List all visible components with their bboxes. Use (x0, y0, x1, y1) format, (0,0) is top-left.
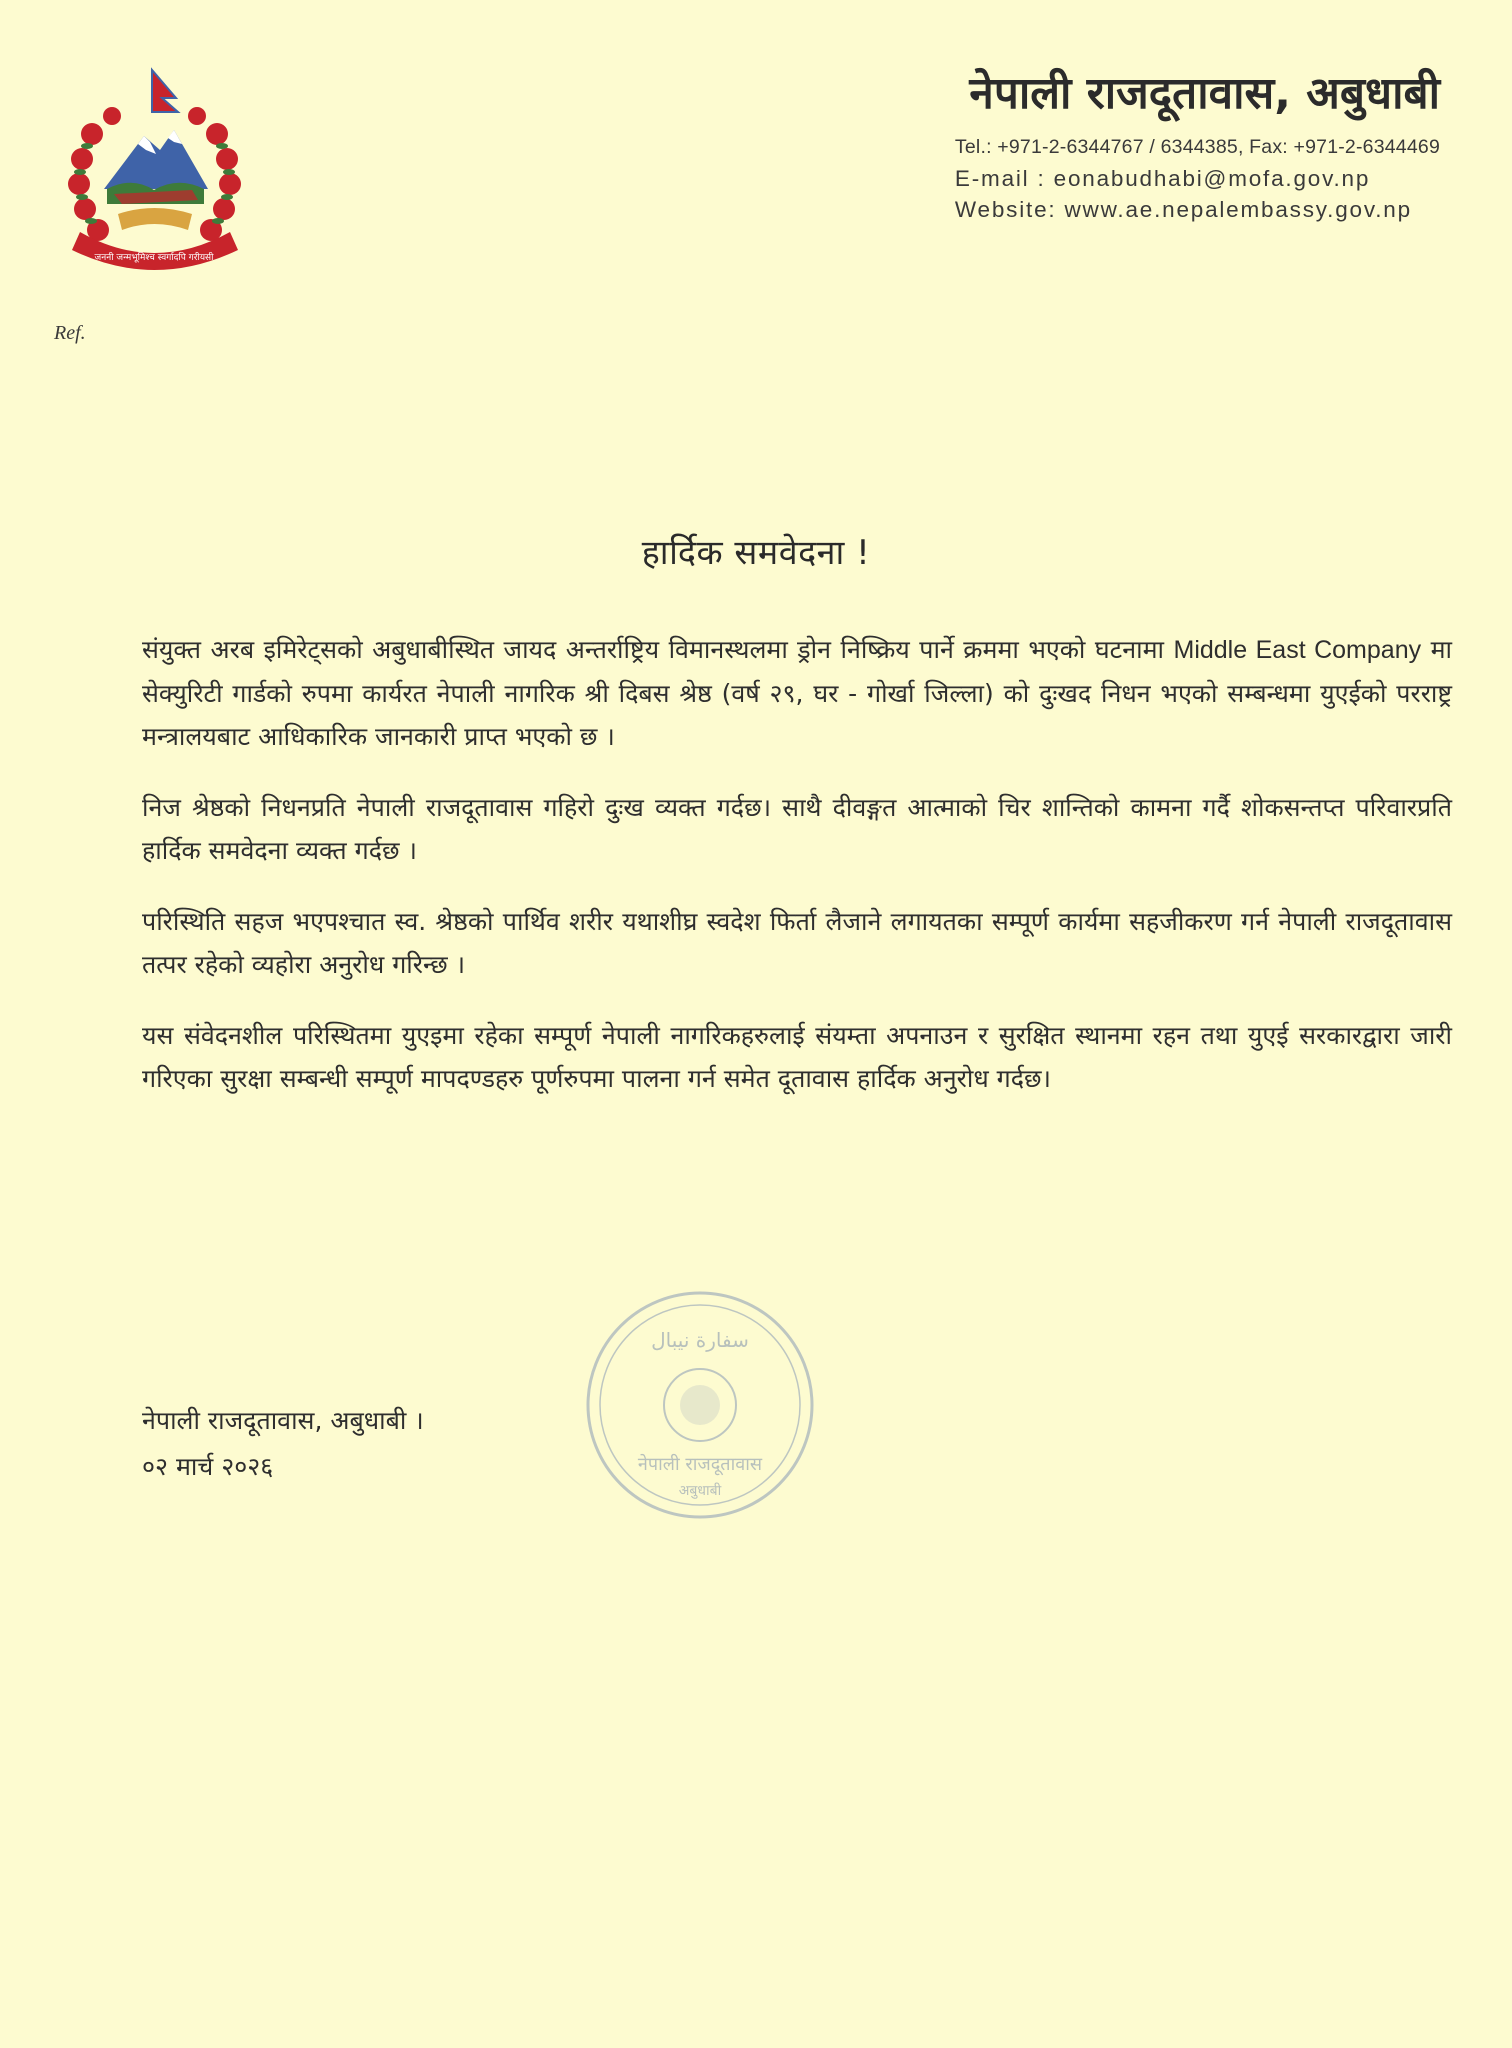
signoff-block (142, 1398, 424, 1490)
stamp-arabic-text: سفارة نيبال (651, 1328, 749, 1352)
letter-title: हार्दिक समवेदना ! (641, 533, 871, 573)
contact-block (955, 132, 1440, 225)
paragraph-1-part-a: संयुक्त अरब इमिरेट्सको अबुधाबीस्थित जायद अन्तर्राष्ट्रिय विमानस्थलमा ड्रोन निष्क्रिय पार्ने क्रममा भएको घटनामा (142, 635, 1174, 664)
company-name: Middle East Company (1173, 636, 1422, 664)
nepal-emblem-icon (52, 64, 257, 286)
stamp-city-text: अबुधाबी (678, 1483, 722, 1499)
paragraph-2: निज श्रेष्ठको निधनप्रति नेपाली राजदूतावास गहिरो दुःख व्यक्त गर्दछ। साथै दीवङ्गत आत्माको चिर शान्तिको कामना गर्दै शोकसन्तप्त परिवारप्रति हार्दिक समवेदना व्यक्त गर्दछ । (142, 793, 1452, 865)
embassy-name: नेपाली राजदूतावास, अबुधाबी (969, 68, 1440, 119)
tel-fax: Tel.: +971-2-6344767 / 6344385, Fax: +971-2-6344469 (954, 136, 1440, 159)
official-stamp-icon (580, 1285, 820, 1525)
ref-label: Ref. (54, 322, 86, 344)
letter-body (142, 628, 1452, 1128)
letterhead (955, 70, 1440, 225)
website-address: Website: www.ae.nepalembassy.gov.np (954, 197, 1412, 223)
paragraph-3: परिस्थिति सहज भएपश्चात स्व. श्रेष्ठको पार्थिव शरीर यथाशीघ्र स्वदेश फिर्ता लैजाने लगायतका सम्पूर्ण कार्यमा सहजीकरण गर्न नेपाली राजदूतावास तत्पर रहेको व्यहोरा अनुरोध गरिन्छ । (142, 907, 1452, 979)
emblem-motto: जननी जन्मभूमिश्च स्वर्गादपि गरीयसी (94, 253, 214, 263)
email-address: E-mail : eonabudhabi@mofa.gov.np (954, 166, 1371, 192)
paragraph-1-part-b: मा सेक्युरिटी गार्डको रुपमा कार्यरत नेपाली नागरिक श्री दिबस श्रेष्ठ (वर्ष २९, घर - गोर्खा जिल्ला) को दुःखद निधन भएको सम्बन्धमा युएईको परराष्ट्र मन्त्रालयबाट आधिकारिक जानकारी प्राप्त भएको छ । (142, 635, 1453, 751)
paragraph-1 (142, 628, 1452, 758)
letter-date: ०२ मार्च २०२६ (142, 1452, 274, 1481)
sender-name: नेपाली राजदूतावास, अबुधाबी । (142, 1406, 424, 1435)
paragraph-4: यस संवेदनशील परिस्थितमा युएइमा रहेका सम्पूर्ण नेपाली नागरिकहरुलाई संयम्ता अपनाउन र सुरक्षित स्थानमा रहन तथा युएई सरकारद्वारा जारी गरिएका सुरक्षा सम्बन्धी सम्पूर्ण मापदण्डहरु पूर्णरुपमा पालना गर्न समेत दूतावास हार्दिक अनुरोध गर्दछ। (142, 1021, 1452, 1093)
stamp-nepali-text: नेपाली राजदूतावास (637, 1454, 763, 1475)
